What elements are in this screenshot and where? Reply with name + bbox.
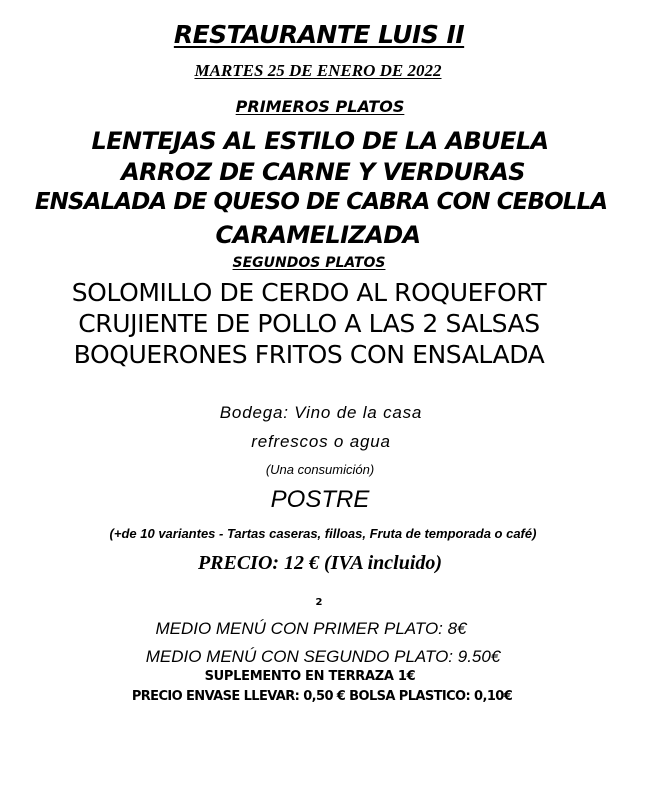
medio-menu-segundo: MEDIO MENÚ CON SEGUNDO PLATO: 9.50€ (145, 647, 501, 666)
primer-plato-item: ARROZ DE CARNE Y VERDURAS (121, 158, 525, 186)
medio-menu-primer: MEDIO MENÚ CON PRIMER PLATO: 8€ (155, 619, 467, 638)
precio-envase: PRECIO ENVASE LLEVAR: 0,50 € BOLSA PLASTICO: 0,10€ (131, 689, 513, 704)
primer-plato-item: ENSALADA DE QUESO DE CABRA CON CEBOLLA (34, 189, 608, 215)
refrescos-text: refrescos o agua (251, 432, 391, 451)
primer-plato-item: CARAMELIZADA (215, 221, 421, 249)
segundo-plato-item: CRUJIENTE DE POLLO A LAS 2 SALSAS (78, 309, 540, 338)
bodega-text: Bodega: Vino de la casa (219, 403, 423, 422)
segundo-plato-item: BOQUERONES FRITOS CON ENSALADA (73, 340, 545, 369)
primer-plato-item: LENTEJAS AL ESTILO DE LA ABUELA (91, 127, 549, 155)
segundos-platos-heading: SEGUNDOS PLATOS (232, 255, 386, 271)
precio-menu: PRECIO: 12 € (IVA incluido) (197, 552, 443, 574)
suplemento-terraza: SUPLEMENTO EN TERRAZA 1€ (204, 669, 416, 684)
consumicion-note: (Una consumición) (265, 462, 375, 477)
postre-variantes: (+de 10 variantes - Tartas caseras, filloas, Fruta de temporada o café) (109, 526, 537, 541)
small-mark: 2 (315, 597, 323, 608)
segundo-plato-item: SOLOMILLO DE CERDO AL ROQUEFORT (71, 278, 547, 307)
postre-heading: POSTRE (270, 486, 370, 513)
menu-date: MARTES 25 DE ENERO DE 2022 (194, 61, 442, 80)
primeros-platos-heading: PRIMEROS PLATOS (235, 97, 405, 116)
restaurant-title: RESTAURANTE LUIS II (173, 20, 465, 49)
